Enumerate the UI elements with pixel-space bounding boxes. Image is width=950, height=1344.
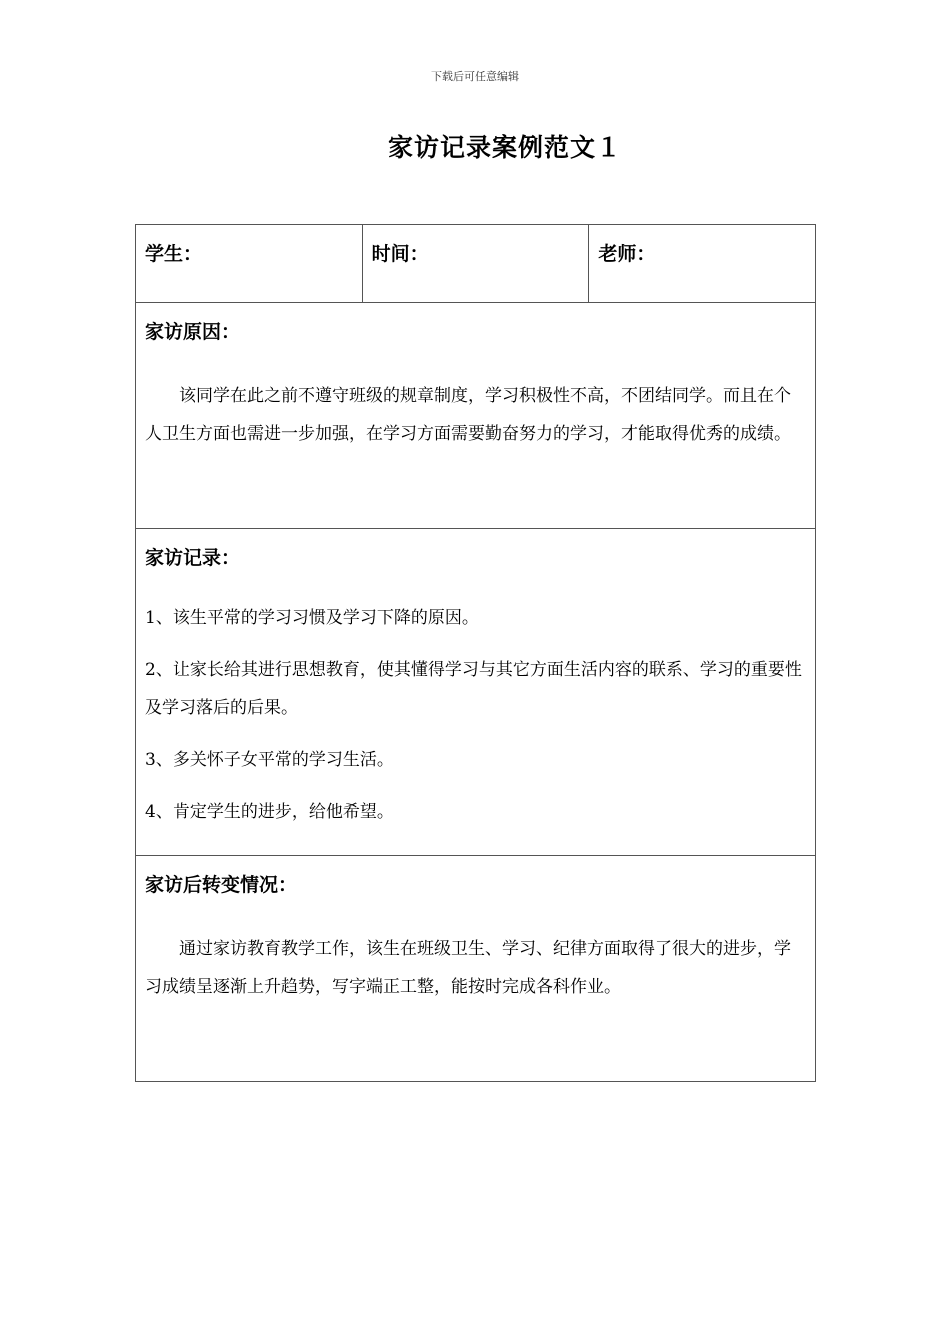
visit-record-section bbox=[136, 529, 815, 856]
list-item: 2、让家长给其进行思想教育，使其懂得学习与其它方面生活内容的联系、学习的重要性及学习落后的后果。 bbox=[145, 660, 802, 718]
student-label: 学生： bbox=[145, 243, 203, 265]
list-item: 3、多关怀子女平常的学习生活。 bbox=[145, 750, 394, 770]
visit-reason-text: 该同学在此之前不遵守班级的规章制度，学习积极性不高，不团结同学。而且在个人卫生方面也需进一步加强，在学习方面需要勤奋努力的学习，才能取得优秀的成绩。 bbox=[145, 386, 791, 444]
visit-record-heading: 家访记录： bbox=[145, 547, 241, 569]
visit-reason-heading: 家访原因： bbox=[145, 321, 241, 343]
document-title: 家访记录案例范文１ bbox=[387, 133, 622, 162]
teacher-label: 老师： bbox=[588, 225, 815, 302]
header-note: 下载后可任意编辑 bbox=[431, 70, 519, 83]
after-visit-heading: 家访后转变情况： bbox=[145, 874, 298, 896]
info-row bbox=[136, 225, 815, 303]
after-visit-text: 通过家访教育教学工作，该生在班级卫生、学习、纪律方面取得了很大的进步，学习成绩呈逐渐上升趋势，写字端正工整，能按时完成各科作业。 bbox=[145, 939, 791, 997]
visit-record-list bbox=[145, 599, 806, 831]
time-label: 时间： bbox=[362, 225, 589, 302]
home-visit-record-table bbox=[135, 224, 816, 1082]
after-visit-section bbox=[136, 856, 815, 1081]
visit-reason-section bbox=[136, 303, 815, 529]
list-item: 4、肯定学生的进步，给他希望。 bbox=[145, 802, 394, 822]
list-item: 1、该生平常的学习习惯及学习下降的原因。 bbox=[145, 608, 479, 628]
